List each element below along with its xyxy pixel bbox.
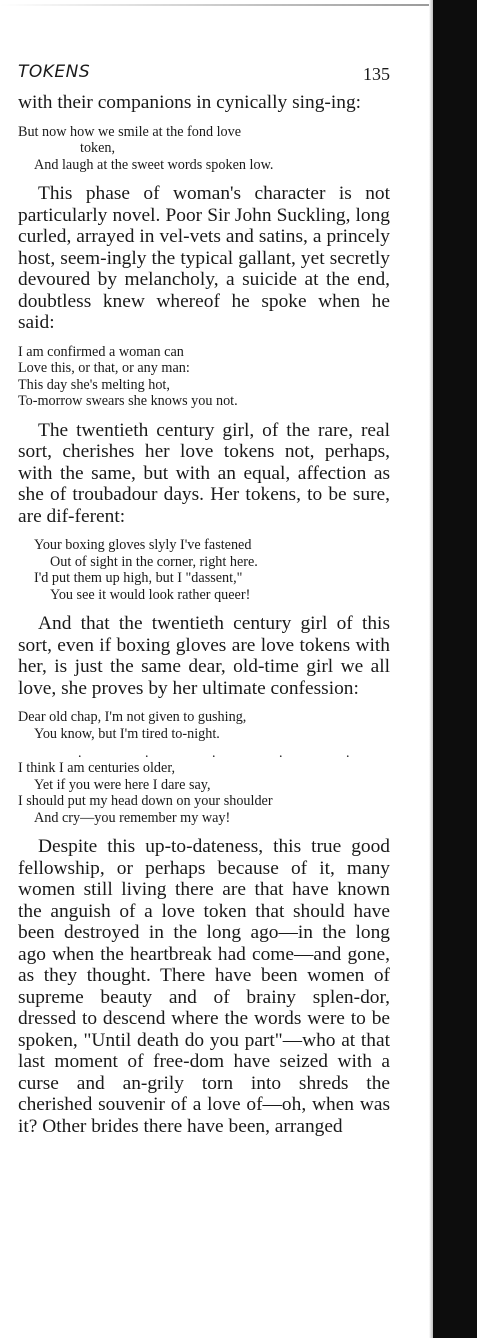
verse-2 xyxy=(18,344,390,410)
verse-ellipsis: . . . . . xyxy=(78,746,380,761)
page-number: 135 xyxy=(363,64,390,84)
book-binding-gutter xyxy=(433,0,477,1338)
verse-line: This day she's melting hot, xyxy=(18,376,170,393)
verse-4 xyxy=(18,709,390,742)
running-head: TOKENS xyxy=(18,62,91,82)
verse-line: But now how we smile at the fond love xyxy=(18,123,242,140)
verse-line: I think I am centuries older, xyxy=(18,760,176,776)
paragraph-5 xyxy=(18,836,390,1137)
book-page xyxy=(18,58,390,1147)
paragraph-2 xyxy=(18,183,390,334)
verse-line: I'd put them up high, but I "dassent," xyxy=(34,570,243,586)
verse-line: You see it would look rather queer! xyxy=(50,586,251,603)
paragraph-3-text: The twentieth century girl, of the rare, real sort, cherishes her love tokens not, perhaps, with the same, but with an equal, affection as she of troubadour days. Her tokens, to be sure, are dif-ferent: xyxy=(18,419,390,527)
verse-line: I should put my head down on your shoulder xyxy=(18,793,273,809)
paragraph-3 xyxy=(18,420,390,528)
verse-line: Dear old chap, I'm not given to gushing, xyxy=(18,709,247,725)
verse-line: I am confirmed a woman can xyxy=(18,343,184,360)
verse-line: To-morrow swears she knows you not. xyxy=(18,393,238,409)
verse-line: Love this, or that, or any man: xyxy=(18,360,190,376)
paragraph-4-text: And that the twentieth century girl of this sort, even if boxing gloves are love tokens with her, is just the same dear, old-time girl we all love, she proves by her ultimate confession: xyxy=(18,613,390,699)
verse-line: Out of sight in the corner, right here. xyxy=(50,553,258,570)
page-header xyxy=(18,58,390,92)
verse-line: And laugh at the sweet words spoken low. xyxy=(34,156,274,173)
verse-line: Your boxing gloves slyly I've fastened xyxy=(34,537,252,553)
verse-line: token, xyxy=(80,140,116,156)
verse-line: You know, but I'm tired to-night. xyxy=(34,725,220,742)
page-top-edge xyxy=(0,4,430,6)
paragraph-4 xyxy=(18,613,390,699)
paragraph-2-text: This phase of woman's character is not particularly novel. Poor Sir John Suckling, long curled, arrayed in vel-vets and satins, a princely host, seem-ingly the typical gallant, yet secretly devoured by melancholy, a suicide at the end, doubtless knew whereof he spoke when he said: xyxy=(18,183,390,333)
verse-1 xyxy=(18,124,390,174)
verse-line: Yet if you were here I dare say, xyxy=(34,776,211,793)
verse-line: And cry—you remember my way! xyxy=(34,809,231,826)
verse-3 xyxy=(18,537,390,603)
verse-5 xyxy=(18,760,390,826)
paragraph-5-text: Despite this up-to-dateness, this true good fellowship, or perhaps because of it, many women still living there are that have known the anguish of a love token that should have been destroyed in the long ago—in the long ago when the heartbreak had come—and gone, as they thought. There have been women of supreme beauty and of brainy splen-dor, dressed to descend where the words were to be spoken, "Until death do you part"—who at that last moment of free-dom have seized with a curse and an-grily torn into shreds the cherished souvenir of a love of—oh, when was it? Other brides there have been, arranged xyxy=(18,836,390,1137)
paragraph-1: with their companions in cynically sing-ing: xyxy=(18,92,362,113)
